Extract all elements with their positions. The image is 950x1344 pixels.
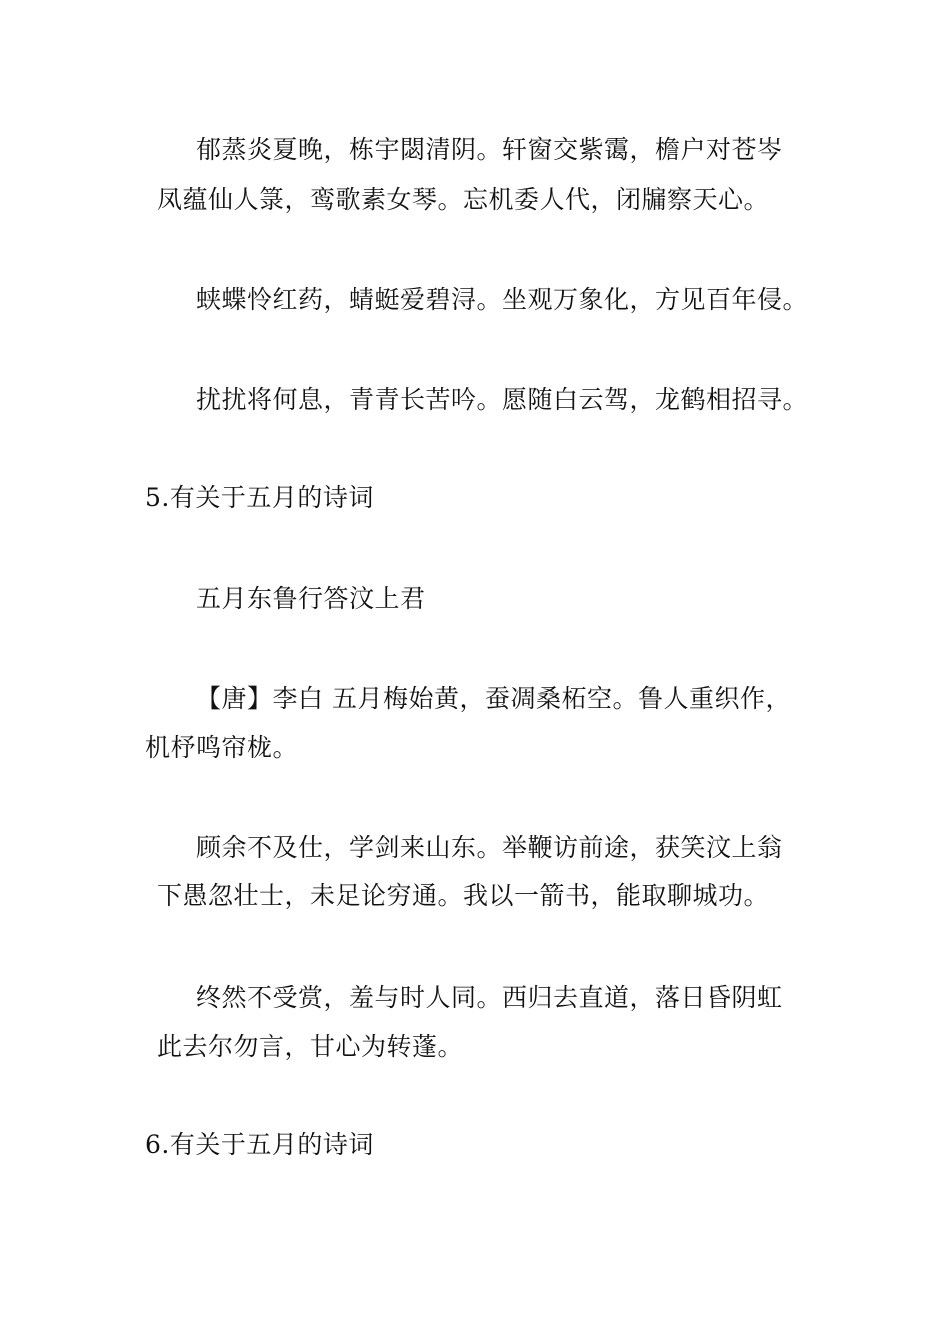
paragraph-line: 下愚忽壮士，未足论穷通。我以一箭书，能取聊城功。 <box>157 881 770 910</box>
paragraph-line: 终然不受赏，羞与时人同。西归去直道，落日昏阴虹 <box>196 983 783 1012</box>
section-heading: 5.有关于五月的诗词 <box>145 483 374 512</box>
paragraph-line: 郁蒸炎夏晚，栋宇閟清阴。轩窗交紫霭，檐户对苍岑 <box>196 135 783 164</box>
paragraph-line: 凤蕴仙人箓，鸾歌素女琴。忘机委人代，闭牖察天心。 <box>157 185 770 214</box>
paragraph-line: 此去尔勿言，甘心为转蓬。 <box>157 1032 464 1061</box>
section-heading: 6.有关于五月的诗词 <box>145 1130 374 1159</box>
paragraph-line: 蛱蝶怜红药，蜻蜓爱碧浔。坐观万象化，方见百年侵。 <box>196 285 809 314</box>
paragraph-line: 机杼鸣帘栊。 <box>145 733 299 762</box>
poem-title: 五月东鲁行答汶上君 <box>196 584 426 613</box>
paragraph-line: 【唐】李白 五月梅始黄，蚕凋桑柘空。鲁人重织作， <box>196 684 791 713</box>
paragraph-line: 扰扰将何息，青青长苦吟。愿随白云驾，龙鹤相招寻。 <box>196 385 809 414</box>
paragraph-line: 顾余不及仕，学剑来山东。举鞭访前途，获笑汶上翁 <box>196 833 783 862</box>
